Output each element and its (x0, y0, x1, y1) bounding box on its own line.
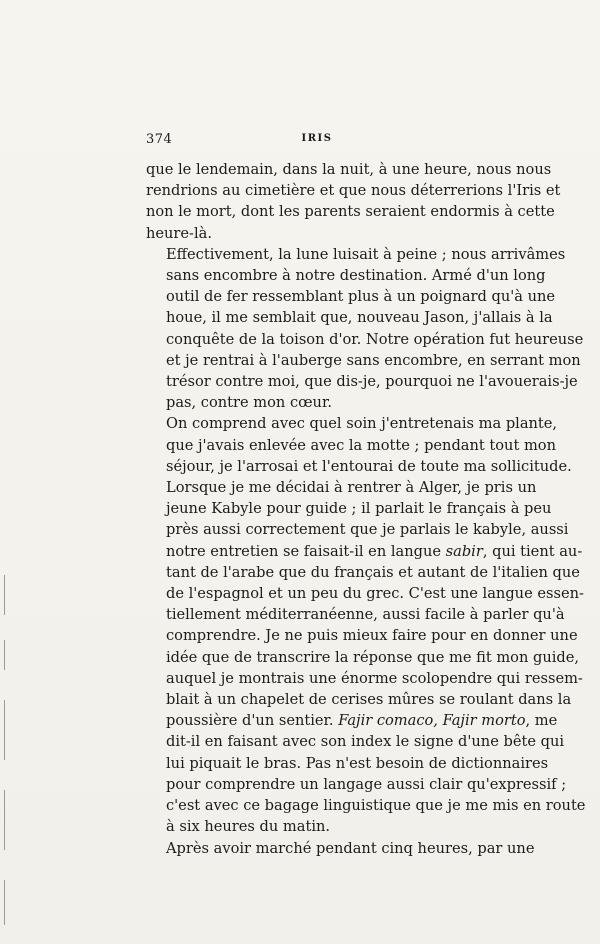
text-line: blait à un chapelet de cerises mûres se roulant dans la (166, 691, 572, 709)
text-line: houe, il me semblait que, nouveau Jason, j'allais à la (166, 309, 553, 327)
paragraph (146, 477, 586, 837)
paragraph (146, 413, 572, 477)
paragraph (146, 838, 535, 859)
text-line: Lorsque je me décidai à rentrer à Alger, je pris un (166, 479, 537, 497)
text-line: pour comprendre un langage aussi clair qu'expressif ; (166, 775, 567, 793)
text-line: à six heures du matin. (166, 818, 331, 836)
scan-edge-mark (4, 880, 5, 925)
text-line: tiellement méditerranéenne, aussi facile à parler qu'à (166, 606, 565, 624)
line-segment: poussière d'un sentier. (166, 712, 339, 730)
text-line: séjour, je l'arrosai et l'entourai de toute ma sollicitude. (166, 457, 572, 475)
text-line: auquel je montrais une énorme scolopendre qui ressem- (166, 669, 583, 687)
text-line: que j'avais enlevée avec la motte ; pendant tout mon (166, 436, 556, 454)
text-line: Effectivement, la lune luisait à peine ; nous arrivâmes (166, 245, 566, 263)
paragraph (146, 244, 584, 414)
text-line: sans encombre à notre destination. Armé d'un long (166, 267, 546, 285)
line-segment: , me (525, 712, 558, 730)
page-number: 374 (146, 132, 173, 147)
line-segment: notre entretien se faisait-il en langue (166, 542, 446, 560)
line-segment: , qui tient au- (482, 542, 583, 560)
text-line (146, 541, 583, 562)
text-line: Après avoir marché pendant cinq heures, par une (166, 839, 535, 857)
text-line: outil de fer ressemblant plus à un poignard qu'à une (166, 288, 556, 306)
paragraph (146, 159, 561, 244)
text-line: heure-là. (146, 224, 212, 242)
text-line: c'est avec ce bagage linguistique que je me mis en route (166, 797, 586, 815)
running-head: IRIS (301, 133, 333, 144)
page-header (146, 132, 488, 152)
italic-term: sabir (445, 542, 483, 560)
text-line: dit-il en faisant avec son index le signe d'une bête qui (166, 733, 565, 751)
text-line (146, 710, 558, 731)
scan-edge-mark (4, 790, 5, 850)
body-text (146, 159, 586, 859)
text-line: jeune Kabyle pour guide ; il parlait le français à peu (166, 500, 552, 518)
text-line: trésor contre moi, que dis-je, pourquoi ne l'avouerais-je (166, 373, 578, 391)
text-line: conquête de la toison d'or. Notre opération fut heureuse (166, 330, 584, 348)
text-line: que le lendemain, dans la nuit, à une heure, nous nous (146, 161, 552, 178)
text-line: de l'espagnol et un peu du grec. C'est une langue essen- (166, 585, 584, 603)
text-line: idée que de transcrire la réponse que me fit mon guide, (166, 648, 580, 666)
text-line: près aussi correctement que je parlais le kabyle, aussi (166, 521, 569, 539)
text-line: rendrions au cimetière et que nous déterrerions l'Iris et (146, 182, 561, 200)
text-line: pas, contre mon cœur. (166, 394, 332, 412)
text-line: et je rentrai à l'auberge sans encombre, en serrant mon (166, 351, 581, 369)
text-line: comprendre. Je ne puis mieux faire pour en donner une (166, 627, 578, 645)
text-line: lui piquait le bras. Pas n'est besoin de dictionnaires (166, 754, 549, 772)
text-line: On comprend avec quel soin j'entretenais ma plante, (166, 415, 558, 433)
scan-edge-mark (4, 640, 5, 670)
text-line: tant de l'arabe que du français et autant de l'italien que (166, 563, 580, 581)
italic-quote: Fajir comaco, Fajir morto (338, 712, 526, 730)
text-line: non le mort, dont les parents seraient endormis à cette (146, 203, 555, 221)
scan-edge-mark (4, 700, 5, 760)
scan-edge-mark (4, 575, 5, 615)
